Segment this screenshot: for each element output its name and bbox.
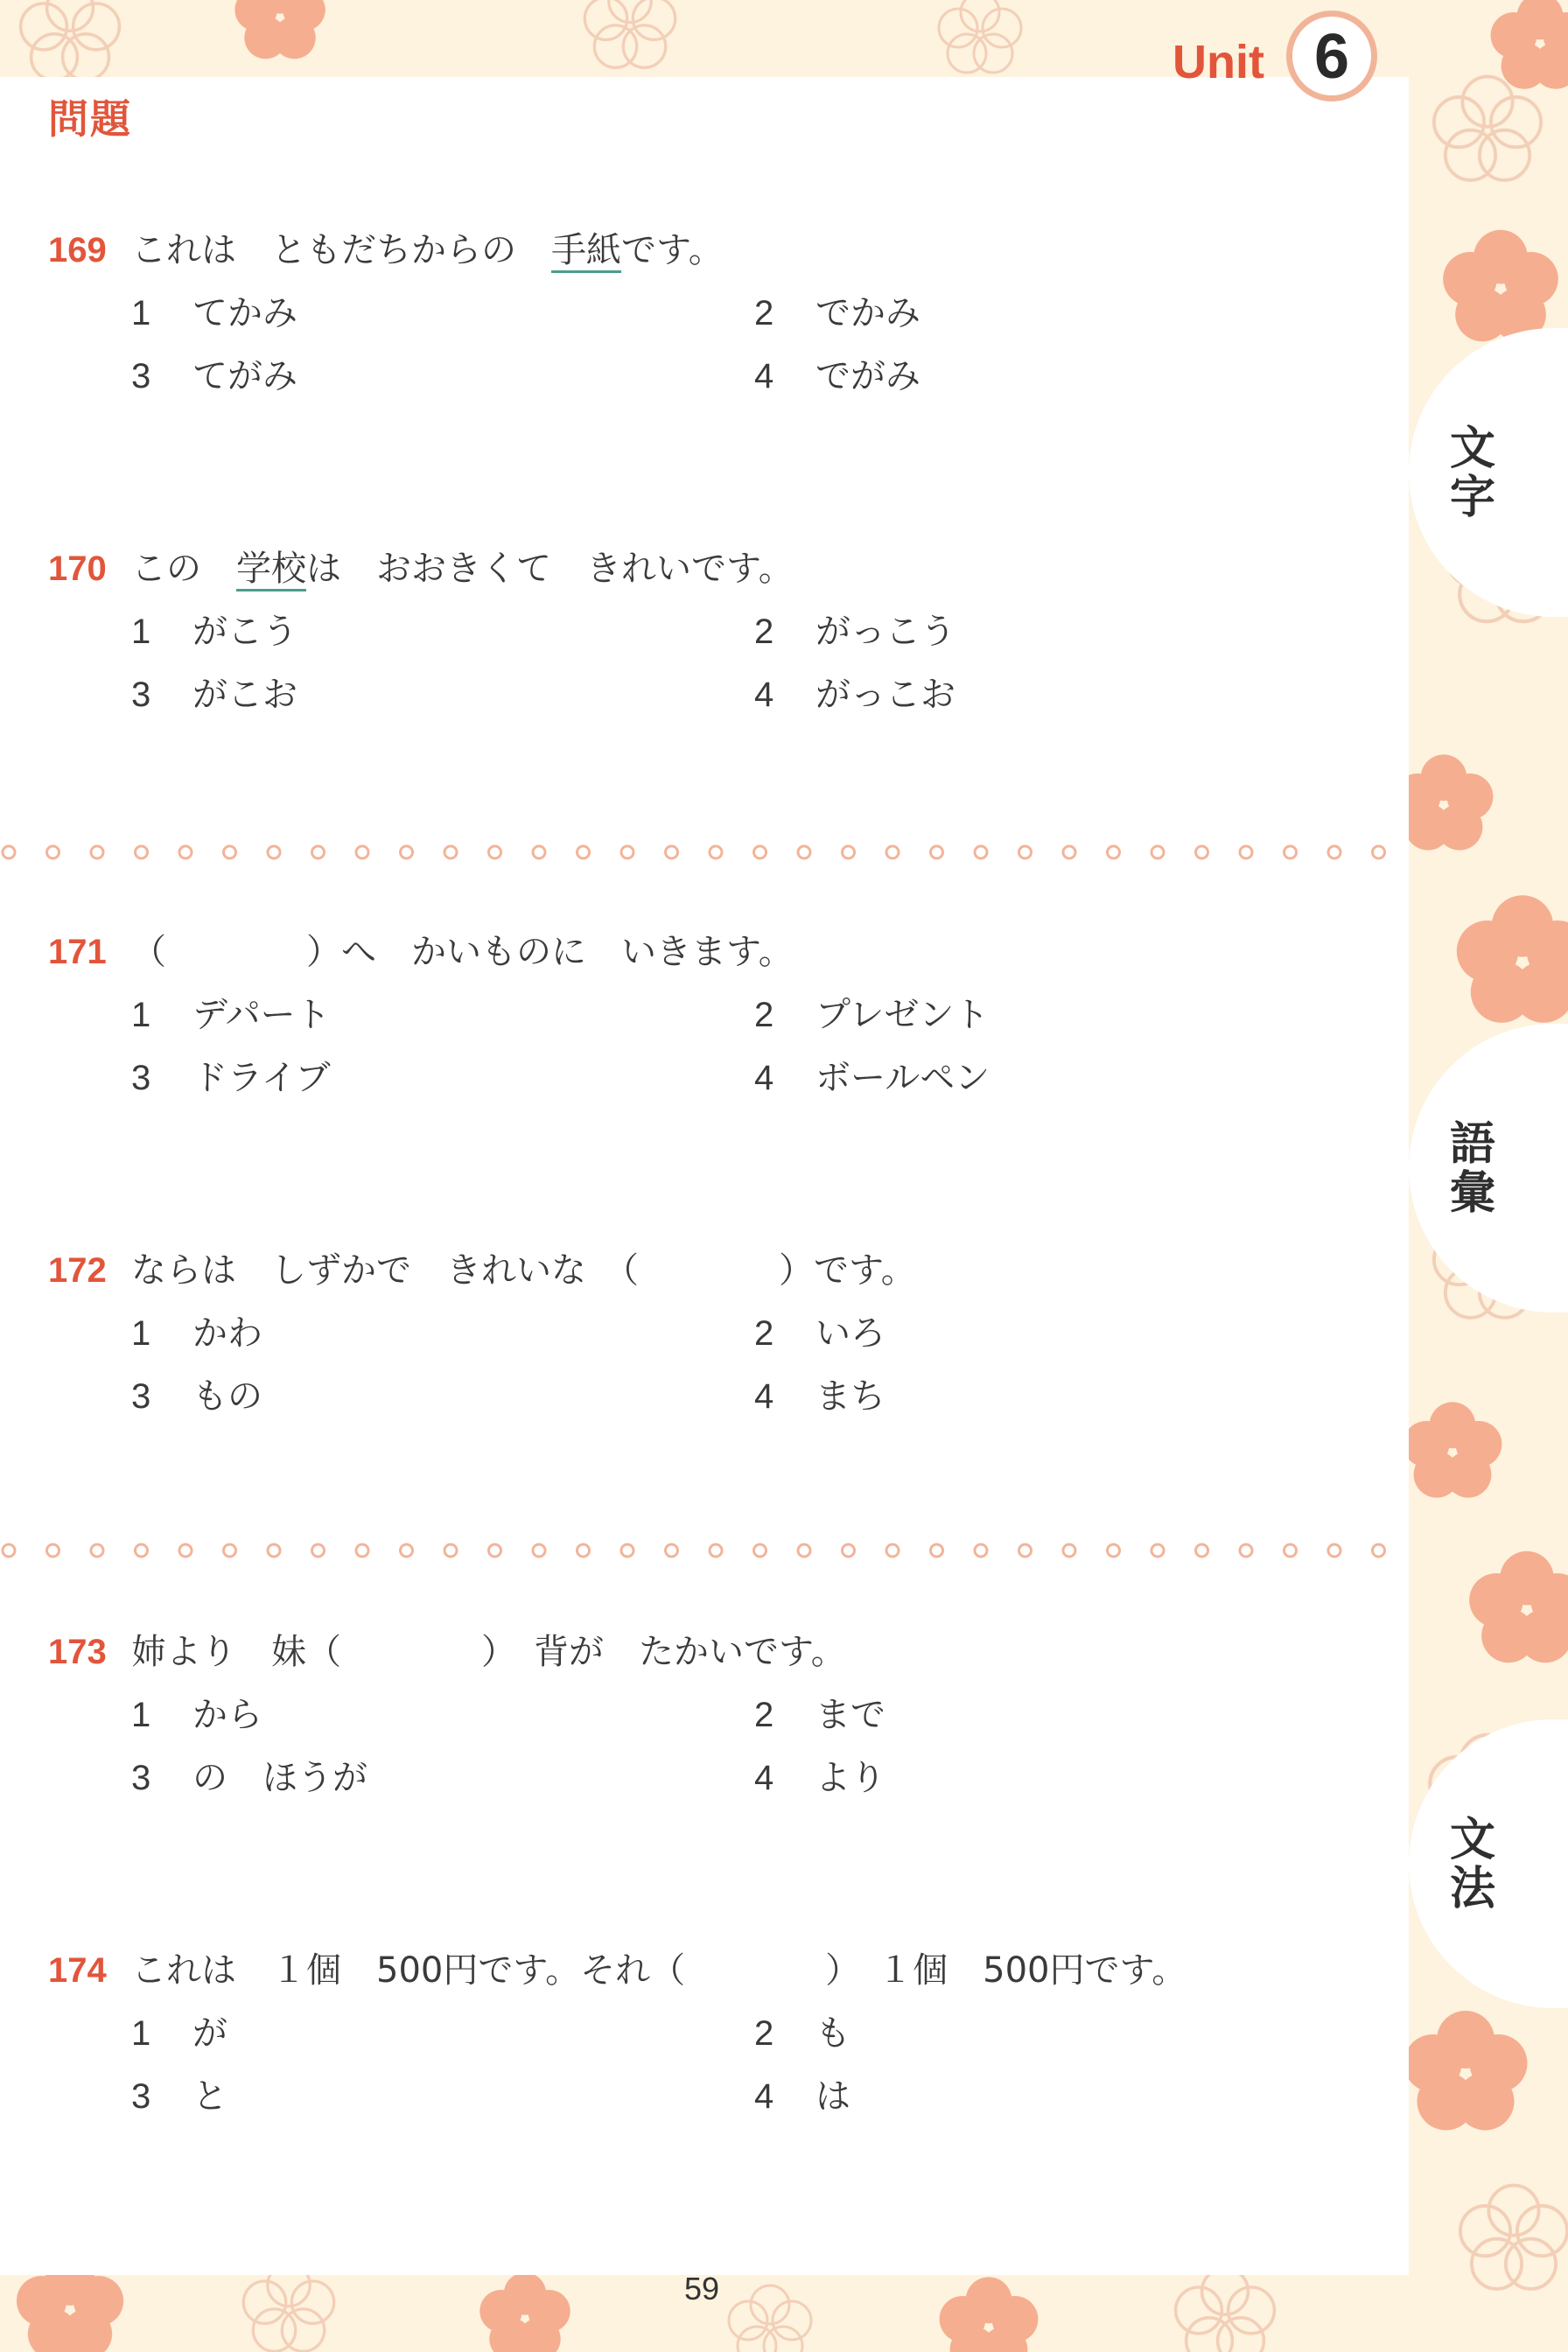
question-number: 173 [48,1633,107,1671]
question-text: これは ともだちからの 手紙です。 [131,224,724,276]
question-text: これは １個 500円です。それ（ ） １個 500円です。 [131,1950,1187,1991]
question-text: この 学校は おおきくて きれいです。 [131,542,794,595]
option-1[interactable]: 1 かわ [131,1313,262,1354]
question-text: ならは しずかで きれいな （ ）です。 [131,1250,916,1291]
side-tab-bunpo-label: 文 法 [1449,1814,1495,1915]
option-3[interactable]: 3 がこお [131,675,298,715]
section-title: 問題 [48,95,132,143]
question-number: 170 [48,550,107,588]
question-text: （ ）へ かいものに いきます。 [131,932,794,972]
option-4[interactable]: 4 でがみ [754,356,920,396]
option-2[interactable]: 2 プレゼント [754,995,990,1035]
option-4[interactable]: 4 がっこお [754,675,956,715]
option-1[interactable]: 1 が [131,2013,228,2054]
section-divider [0,842,1400,863]
question-number: 174 [48,1951,107,1990]
option-4[interactable]: 4 は [754,2076,850,2117]
page-number: 59 [683,2271,720,2306]
option-3[interactable]: 3 と [131,2076,228,2117]
question-text: 姉より 妹（ ） 背が たかいです。 [131,1632,846,1672]
section-divider [0,1540,1400,1561]
question-number: 169 [48,231,107,270]
option-4[interactable]: 4 ボールペン [754,1058,990,1098]
option-2[interactable]: 2 も [754,2013,850,2054]
side-tab-moji-label: 文 字 [1449,423,1495,524]
option-2[interactable]: 2 でかみ [754,293,920,333]
option-2[interactable]: 2 いろ [754,1313,886,1354]
unit-number: 6 [1286,10,1377,102]
option-1[interactable]: 1 てかみ [131,293,298,333]
side-tab-goi-label: 語 彙 [1449,1118,1495,1220]
option-1[interactable]: 1 デパート [131,995,331,1035]
underlined-word: 学校 [236,549,306,592]
option-3[interactable]: 3 てがみ [131,356,298,396]
option-2[interactable]: 2 まで [754,1695,886,1735]
option-3[interactable]: 3 ドライブ [131,1058,331,1098]
unit-label: Unit [1172,36,1264,88]
option-2[interactable]: 2 がっこう [754,612,956,652]
option-3[interactable]: 3 もの [131,1376,262,1417]
option-4[interactable]: 4 まち [754,1376,886,1417]
underlined-word: 手紙 [551,230,621,273]
option-1[interactable]: 1 がこう [131,612,298,652]
question-number: 171 [48,933,107,971]
option-1[interactable]: 1 から [131,1695,262,1735]
question-number: 172 [48,1251,107,1290]
option-3[interactable]: 3 の ほうが [131,1758,368,1798]
option-4[interactable]: 4 より [754,1758,886,1798]
